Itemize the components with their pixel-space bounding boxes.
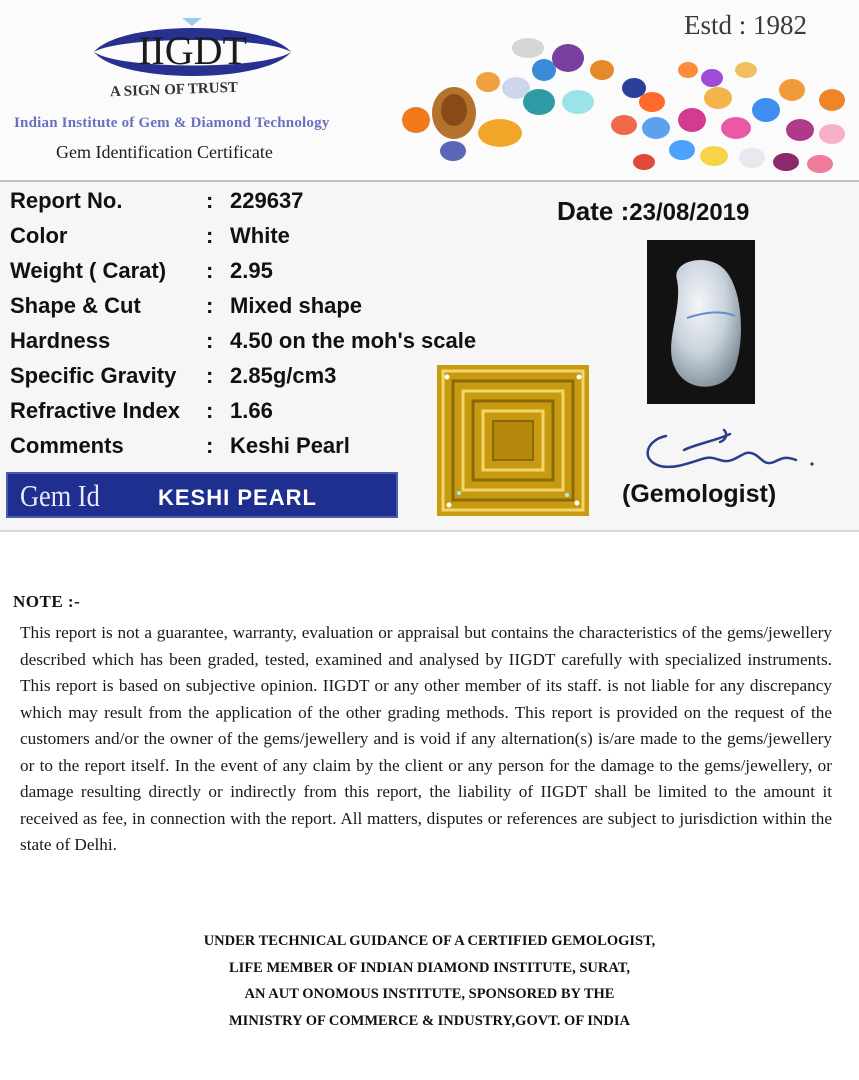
- note-heading: NOTE :-: [13, 592, 81, 611]
- label-report-no: Report No.: [10, 188, 123, 213]
- label-shape-cut: Shape & Cut: [10, 293, 141, 318]
- label-refractive-index: Refractive Index: [10, 398, 180, 423]
- value-report-no: 229637: [230, 188, 304, 213]
- value-specific-gravity: 2.85g/cm3: [230, 363, 337, 388]
- date-label: Date :: [557, 196, 630, 226]
- row-color: [10, 223, 530, 253]
- guidance-line: AN AUT ONOMOUS INSTITUTE, SPONSORED BY THE: [244, 986, 615, 1002]
- value-weight: 2.95: [230, 258, 273, 283]
- value-shape-cut: Mixed shape: [230, 293, 363, 318]
- row-shape-cut: [10, 293, 530, 323]
- guidance-line: UNDER TECHNICAL GUIDANCE OF A CERTIFIED GEMOLOGIST,: [203, 933, 656, 949]
- gemologist-signature: [636, 420, 826, 480]
- gem-id-value: KESHI PEARL: [158, 485, 317, 510]
- colon: :: [206, 433, 214, 458]
- value-hardness: 4.50 on the moh's scale: [230, 328, 477, 353]
- certificate-title: Gem Identification Certificate: [56, 142, 273, 162]
- value-refractive-index: 1.66: [230, 398, 273, 423]
- gem-photo: [647, 240, 755, 404]
- value-comments: Keshi Pearl: [230, 433, 350, 458]
- label-specific-gravity: Specific Gravity: [10, 363, 177, 388]
- certificate-card: [0, 0, 859, 532]
- guidance-line: MINISTRY OF COMMERCE & INDUSTRY,GOVT. OF INDIA: [229, 1012, 630, 1029]
- institute-name: Indian Institute of Gem & Diamond Technology: [14, 115, 330, 131]
- colon: :: [206, 293, 214, 318]
- logo-text: IIGDT: [138, 28, 247, 73]
- gem-id-bar: [6, 472, 398, 518]
- note-body: This report is not a guarantee, warranty, evaluation or appraisal but contains the characteristics of the gems/jewellery described which has been graded, tested, examined and analysed by IIGDT carefully with specialized instruments. This report is based on subjective opinion. IIGDT or any other member of its staff. is not liable for any discrepancy which may result from the application of the other grading methods. This report is provided on the request of the customers and/or the owner of the gems/jewellery and is void if any alternation(s) is/are made to the gems/jewellery or to the report itself. In the event of any claim by the client or any person for the damage to the gems/jewellery, or damage resulting directly or indirectly from this report, the liability of IIGDT shall be limited to the amount it received as fee, in connection with the report. All matters, disputes or references are subject to jurisdiction within the state of Delhi.: [20, 623, 832, 854]
- label-color: Color: [10, 223, 68, 248]
- date-value: 23/08/2019: [629, 199, 750, 226]
- hologram-seal: [437, 365, 589, 516]
- row-hardness: [10, 328, 530, 358]
- row-weight: [10, 258, 530, 288]
- gemologist-label: (Gemologist): [622, 480, 777, 508]
- certificate-back: [0, 540, 859, 1080]
- technical-guidance: [0, 928, 859, 1034]
- label-comments: Comments: [10, 433, 124, 458]
- label-weight: Weight ( Carat): [10, 258, 167, 283]
- colon: :: [206, 258, 214, 283]
- colon: :: [206, 223, 214, 248]
- tagline: A SIGN OF TRUST: [109, 79, 239, 101]
- value-color: White: [230, 223, 290, 248]
- colon: :: [206, 328, 214, 353]
- report-date: [557, 196, 749, 227]
- colon: :: [206, 363, 214, 388]
- row-report-no: [10, 188, 530, 218]
- guidance-line: LIFE MEMBER OF INDIAN DIAMOND INSTITUTE, SURAT,: [229, 959, 630, 976]
- colon: :: [206, 398, 214, 423]
- established-year: Estd : 1982: [684, 10, 808, 40]
- gem-id-label: Gem Id: [20, 478, 100, 513]
- gemstones-illustration: [396, 30, 859, 180]
- iigdt-logo: [90, 16, 295, 82]
- certificate-header: [0, 0, 859, 182]
- label-hardness: Hardness: [10, 328, 111, 353]
- colon: :: [206, 188, 214, 213]
